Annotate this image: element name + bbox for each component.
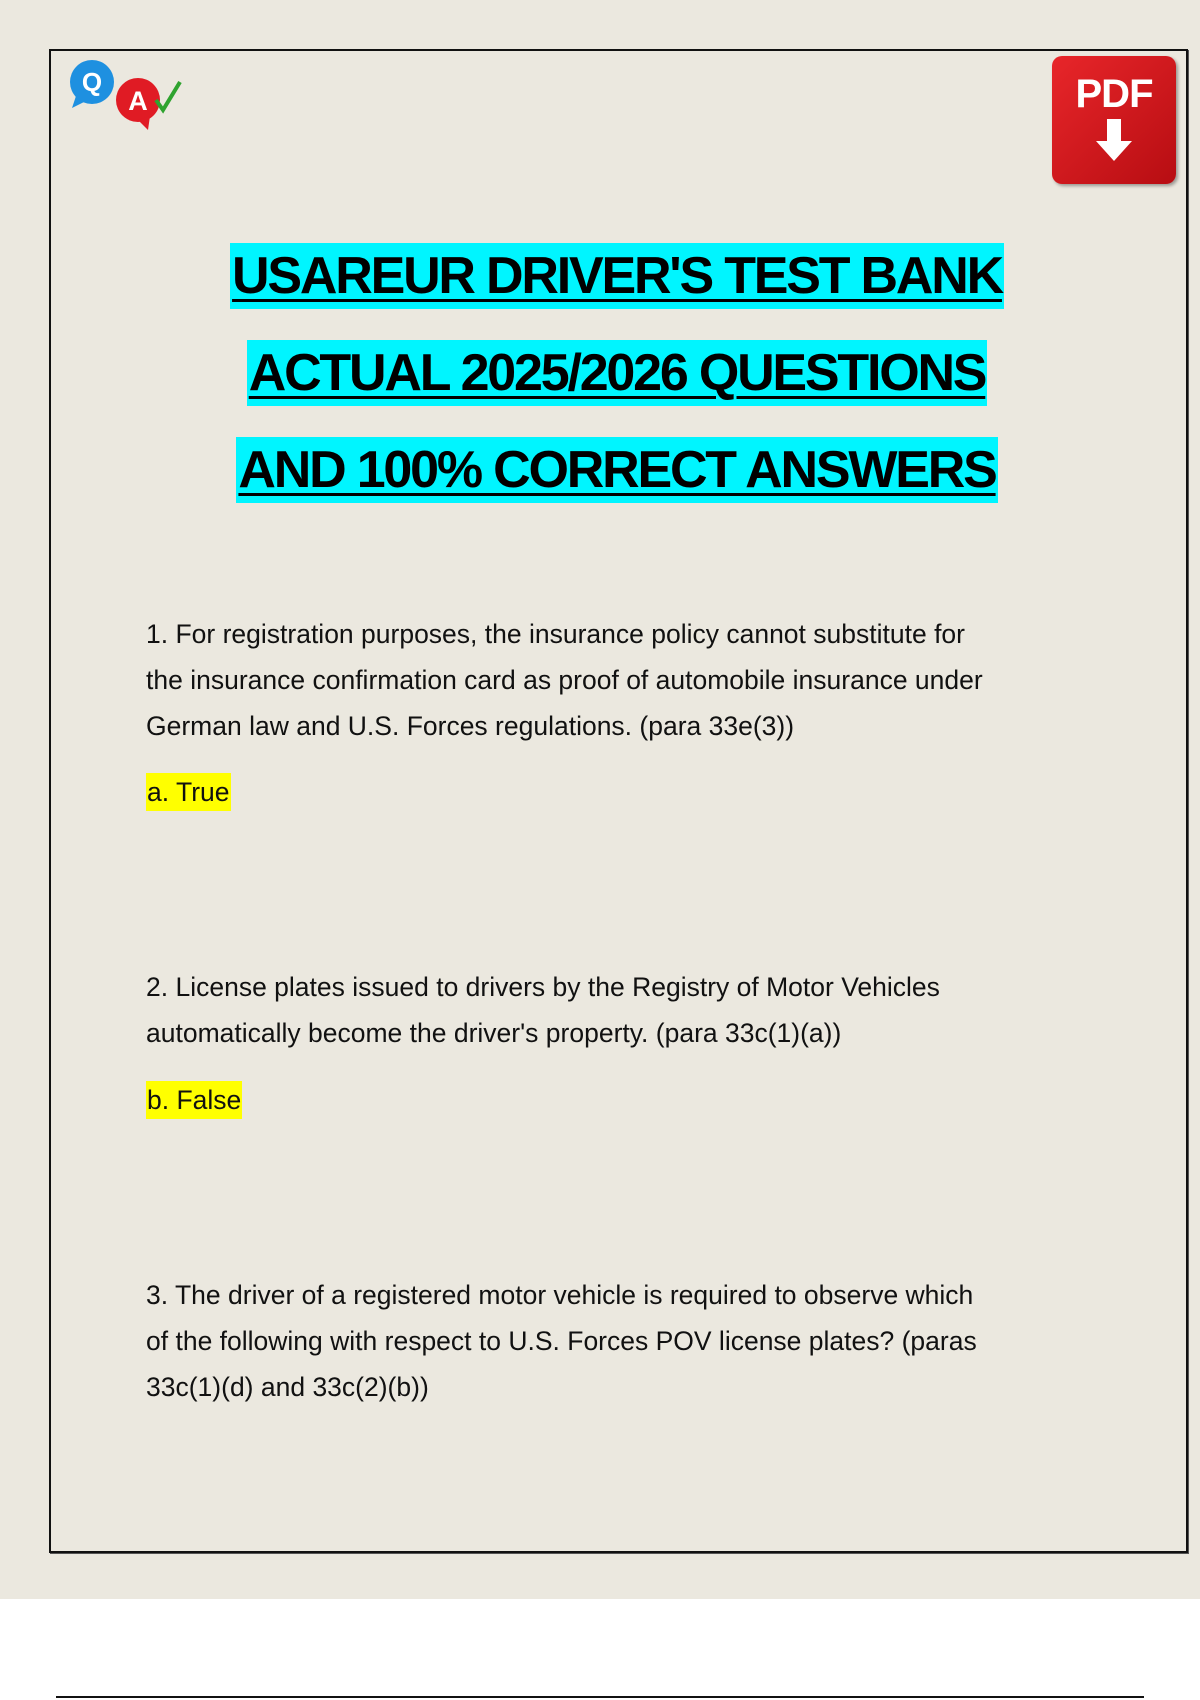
question-line: 33c(1)(d) and 33c(2)(b)) (146, 1372, 429, 1402)
svg-text:Q: Q (81, 67, 103, 97)
title-line-2: ACTUAL 2025/2026 QUESTIONS (0, 343, 1200, 403)
question-2 (146, 964, 940, 1056)
question-line: of the following with respect to U.S. Forces POV license plates? (paras (146, 1326, 977, 1356)
download-arrow-icon (1094, 119, 1134, 163)
pdf-download-button[interactable] (1052, 56, 1176, 184)
question-line: the insurance confirmation card as proof of automobile insurance under (146, 665, 983, 695)
title-line-1: USAREUR DRIVER'S TEST BANK (0, 246, 1200, 306)
question-line: 2. License plates issued to drivers by the Registry of Motor Vehicles (146, 972, 940, 1002)
title-line-3: AND 100% CORRECT ANSWERS (0, 440, 1200, 500)
pdf-label: PDF (1075, 72, 1153, 116)
question-line: automatically become the driver's property. (para 33c(1)(a)) (146, 1018, 842, 1048)
svg-text:A: A (128, 86, 148, 116)
question-line: German law and U.S. Forces regulations. (para 33e(3)) (146, 711, 795, 741)
question-line: 1. For registration purposes, the insurance policy cannot substitute for (146, 619, 965, 649)
question-3 (146, 1272, 977, 1410)
answer-1: a. True (146, 773, 231, 811)
next-page-border (56, 1696, 1144, 1698)
question-line: 3. The driver of a registered motor vehicle is required to observe which (146, 1280, 974, 1310)
answer-2: b. False (146, 1081, 242, 1119)
question-1 (146, 611, 983, 749)
qa-logo-icon (68, 58, 198, 130)
